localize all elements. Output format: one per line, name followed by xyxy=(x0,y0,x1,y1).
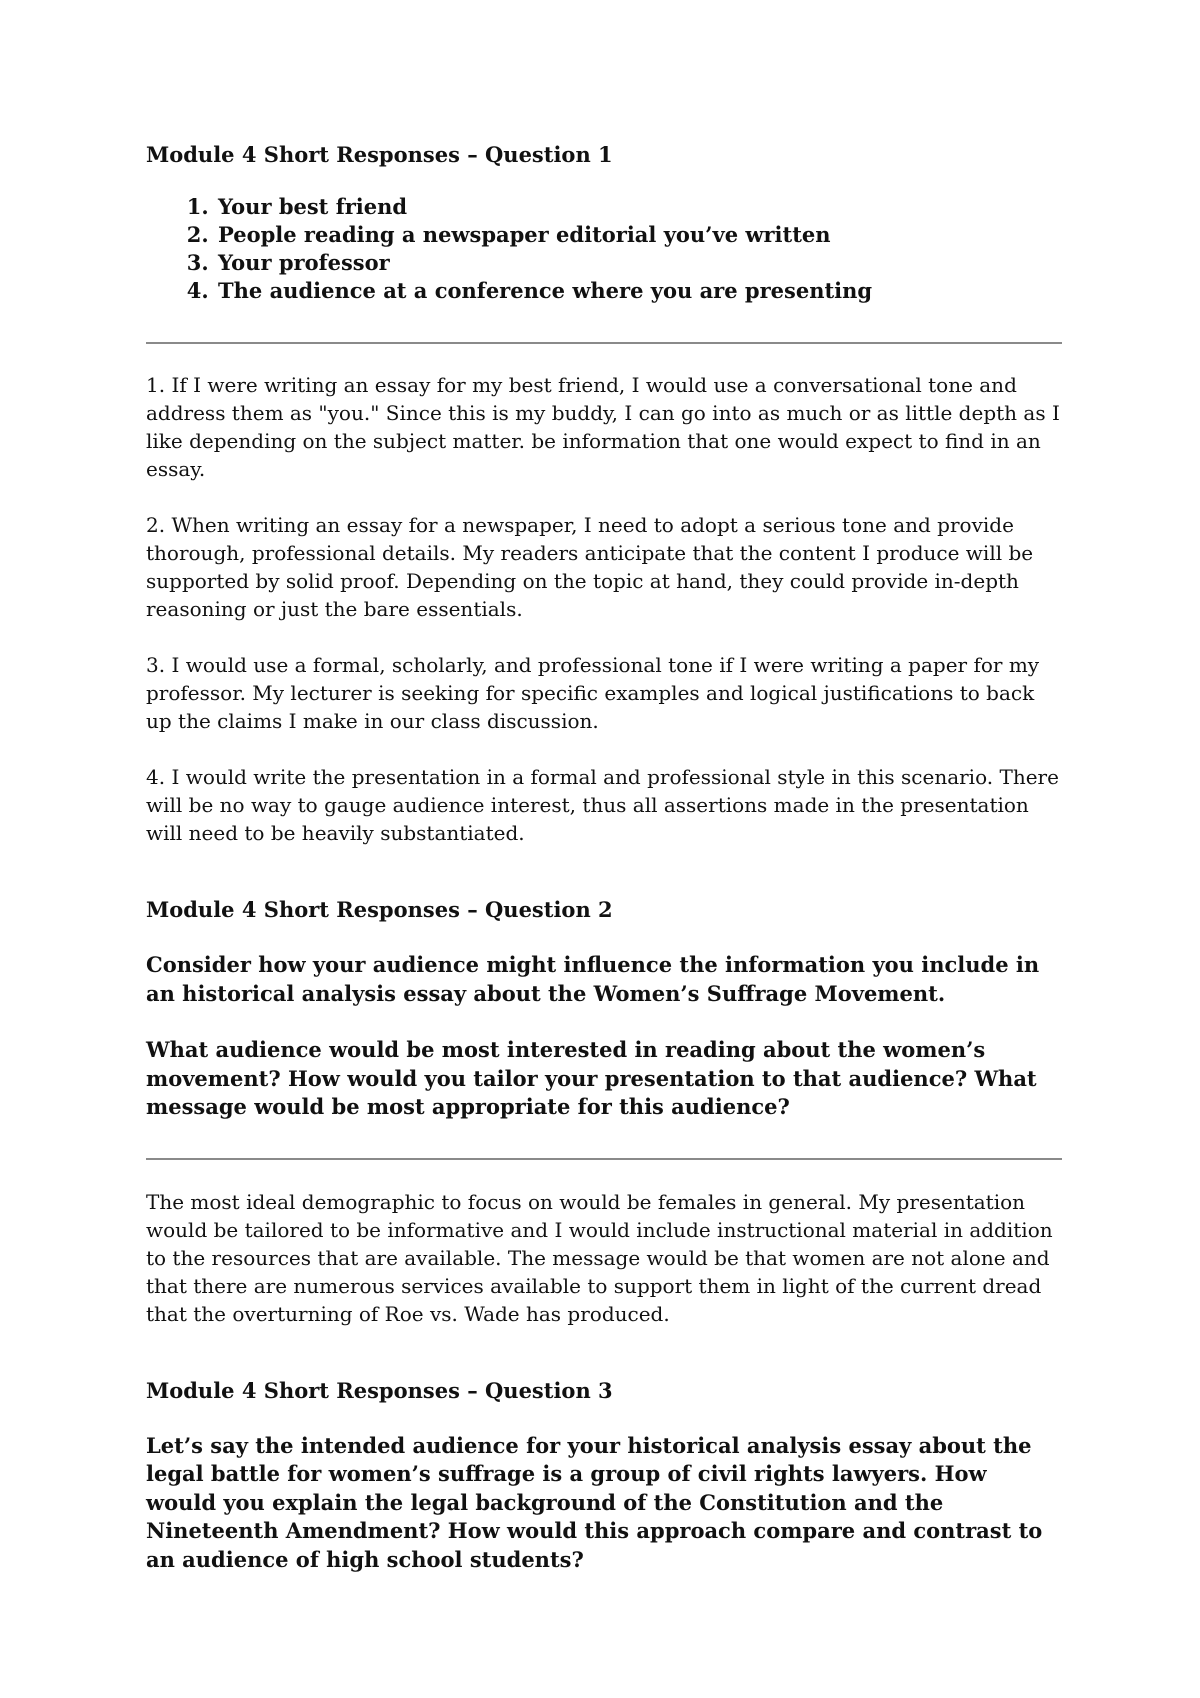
list-item: 3. Your professor xyxy=(216,249,1062,277)
q2-divider xyxy=(146,1158,1062,1160)
q1-divider xyxy=(146,342,1062,344)
q1-heading: Module 4 Short Responses – Question 1 xyxy=(146,142,613,167)
q3-prompt: Let’s say the intended audience for your historical analysis essay about the legal battle for women’s suffrage is a group of civil rights lawyers. How would you explain the legal background of the Constitution and the Nineteenth Amendment? How would this approach compare and contrast to an audience of high school students? xyxy=(146,1432,1043,1572)
q1-audience-list xyxy=(146,193,1062,305)
q1-answer-4: 4. I would write the presentation in a formal and professional style in this scenario. There will be no way to gauge audience interest, thus all assertions made in the presentation will need to be heavily substantiated. xyxy=(146,765,1059,845)
q2-prompt-2: What audience would be most interested in reading about the women’s movement? How would you tailor your presentation to that audience? What message would be most appropriate for this audience? xyxy=(146,1037,1037,1119)
q1-answer-3: 3. I would use a formal, scholarly, and professional tone if I were writing a paper for my professor. My lecturer is seeking for specific examples and logical justifications to back up the claims I make in our class discussion. xyxy=(146,653,1040,733)
q1-answer-2: 2. When writing an essay for a newspaper, I need to adopt a serious tone and provide thorough, professional details. My readers anticipate that the content I produce will be supported by solid proof. Depending on the topic at hand, they could provide in-depth reasoning or just the bare essentials. xyxy=(146,513,1034,621)
list-item: 2. People reading a newspaper editorial you’ve written xyxy=(216,221,1062,249)
q3-heading: Module 4 Short Responses – Question 3 xyxy=(146,1377,613,1403)
q2-heading: Module 4 Short Responses – Question 2 xyxy=(146,897,613,922)
list-item: 1. Your best friend xyxy=(216,193,1062,221)
q2-answer: The most ideal demographic to focus on would be females in general. My presentation would be tailored to be informative and I would include instructional material in addition to the resources that are available. The message would be that women are not alone and that there are numerous services available to support them in light of the current dread that the overturning of Roe vs. Wade has produced. xyxy=(146,1189,1053,1326)
q1-answer-1: 1. If I were writing an essay for my best friend, I would use a conversational tone and address them as "you." Since this is my buddy, I can go into as much or as little depth as I like depending on the subject matter. be information that one would expect to find in an essay. xyxy=(146,373,1060,481)
document-page xyxy=(146,140,1062,1574)
list-item: 4. The audience at a conference where you are presenting xyxy=(216,277,1062,305)
q2-prompt-1: Consider how your audience might influence the information you include in an historical analysis essay about the Women’s Suffrage Movement. xyxy=(146,952,1040,1006)
